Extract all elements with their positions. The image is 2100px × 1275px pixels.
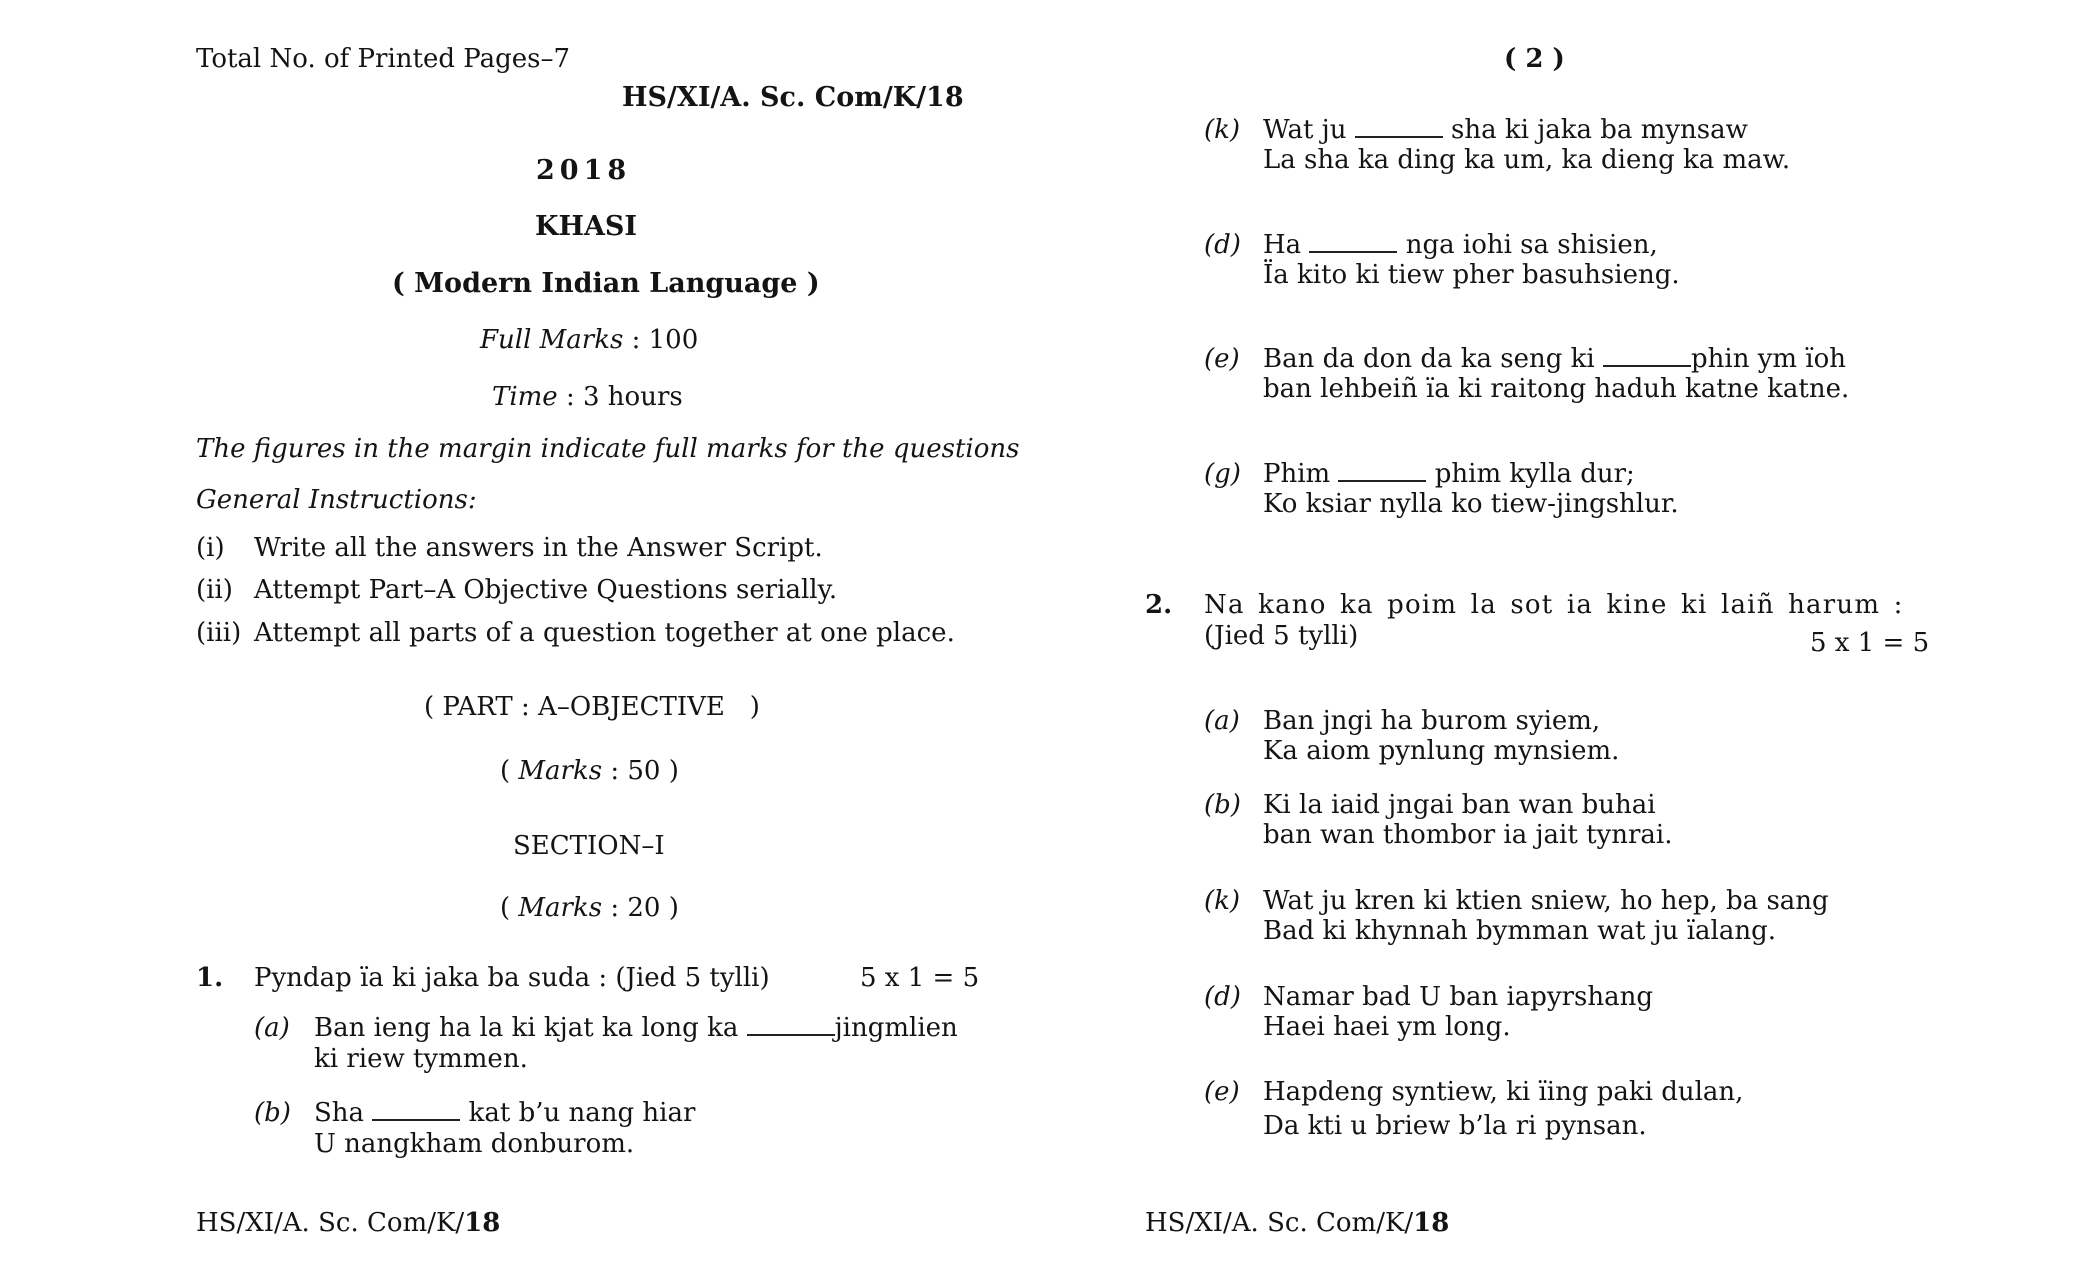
instruction-num: (iii) [196, 618, 242, 648]
question-text-2: (Jied 5 tylli) [1204, 621, 1359, 651]
question-number: 2. [1145, 590, 1173, 620]
fill-blank [372, 1098, 460, 1121]
part-heading: ( PART : A–OBJECTIVE ) [424, 692, 760, 722]
item-line-2: Bad ki khynnah bymman wat ju ïalang. [1263, 916, 1777, 946]
question-marks: 5 x 1 = 5 [860, 963, 980, 993]
fill-blank [747, 1013, 835, 1036]
item-label: (d) [1204, 982, 1241, 1012]
item-text: Phim [1263, 459, 1331, 489]
item-text: Ha [1263, 230, 1302, 260]
item-line: Ban jngi ha burom syiem, [1263, 706, 1601, 736]
item-line-2: U nangkham donburom. [314, 1129, 635, 1159]
item-label: (d) [1204, 230, 1241, 260]
instruction-num: (i) [196, 533, 225, 563]
item-line [1263, 344, 1846, 375]
question-marks: 5 x 1 = 5 [1810, 628, 1930, 658]
fill-blank [1309, 230, 1397, 253]
part-marks-label: Marks [518, 756, 603, 786]
item-line [1263, 230, 1658, 261]
footer-code: HS/XI/A. Sc. Com/K/ [1145, 1208, 1414, 1238]
item-text: jingmlien [834, 1013, 958, 1043]
item-label: (b) [1204, 790, 1241, 820]
instruction-text: Attempt Part–A Objective Questions serially. [254, 575, 838, 605]
item-line-2: ki riew tymmen. [314, 1044, 528, 1074]
fill-blank [1603, 344, 1691, 367]
page-number: ( 2 ) [1504, 44, 1565, 74]
item-line [1263, 115, 1748, 146]
item-text: nga iohi sa shisien, [1405, 230, 1658, 260]
item-line [314, 1098, 695, 1129]
full-marks-label: Full Marks [480, 325, 624, 355]
section-marks-open: ( [500, 893, 519, 923]
item-label: (b) [254, 1098, 291, 1128]
instruction-text: Write all the answers in the Answer Script. [254, 533, 823, 563]
item-line: Namar bad U ban iapyrshang [1263, 982, 1654, 1012]
footer-code-number: 18 [1413, 1208, 1450, 1238]
question-text: Pyndap ïa ki jaka ba suda : (Jied 5 tylli) [254, 963, 770, 993]
item-text: phin ym ïoh [1690, 344, 1847, 374]
item-line: Ki la iaid jngai ban wan buhai [1263, 790, 1656, 820]
section-marks-value: : 20 ) [602, 893, 679, 923]
item-line-2: Ko ksiar nylla ko tiew-jingshlur. [1263, 489, 1679, 519]
fill-blank [1338, 459, 1426, 482]
subject-subtitle: ( Modern Indian Language ) [392, 268, 820, 299]
exam-year: 2018 [536, 155, 632, 186]
question-text: Na kano ka poim la sot ia kine ki laiñ harum : [1204, 590, 1904, 620]
item-line: Hapdeng syntiew, ki ïing paki dulan, [1263, 1077, 1744, 1107]
item-line-2: Haei haei ym long. [1263, 1012, 1511, 1042]
item-line-2: Ïa kito ki tiew pher basuhsieng. [1263, 260, 1680, 290]
item-text: kat b’u nang hiar [468, 1098, 696, 1128]
time-label: Time [492, 382, 558, 412]
time-value: : 3 hours [557, 382, 683, 412]
item-label: (e) [1204, 1077, 1240, 1107]
part-marks-open: ( [500, 756, 519, 786]
paper-code: HS/XI/A. Sc. Com/K/18 [622, 82, 964, 113]
item-text: phim kylla dur; [1434, 459, 1635, 489]
full-marks-value: : 100 [623, 325, 699, 355]
section-marks [500, 893, 679, 924]
item-label: (a) [1204, 706, 1240, 736]
item-label: (e) [1204, 344, 1240, 374]
page-footer [1145, 1208, 1449, 1239]
time-allowed [492, 382, 683, 413]
item-line-2: Ka aiom pynlung mynsiem. [1263, 736, 1620, 766]
item-label: (g) [1204, 459, 1241, 489]
item-text: Ban ieng ha la ki kjat ka long ka [314, 1013, 739, 1043]
total-pages: Total No. of Printed Pages–7 [196, 44, 570, 74]
part-marks [500, 756, 679, 787]
instruction-num: (ii) [196, 575, 233, 605]
page-footer [196, 1208, 500, 1239]
item-text: sha ki jaka ba mynsaw [1451, 115, 1748, 145]
footer-code: HS/XI/A. Sc. Com/K/ [196, 1208, 465, 1238]
item-text: Wat ju [1263, 115, 1347, 145]
item-line-2: Da kti u briew b’la ri pynsan. [1263, 1111, 1647, 1141]
margin-note: The figures in the margin indicate full marks for the questions [196, 434, 1020, 464]
item-line: Wat ju kren ki ktien sniew, ho hep, ba sang [1263, 886, 1829, 916]
general-instructions-heading: General Instructions: [196, 485, 477, 515]
item-line-2: ban wan thombor ia jait tynrai. [1263, 820, 1673, 850]
question-number: 1. [196, 963, 224, 993]
full-marks [480, 325, 698, 356]
item-label: (k) [1204, 886, 1241, 916]
item-text: Sha [314, 1098, 365, 1128]
part-marks-value: : 50 ) [602, 756, 679, 786]
item-text: Ban da don da ka seng ki [1263, 344, 1595, 374]
item-line [1263, 459, 1635, 490]
item-line-2: La sha ka ding ka um, ka dieng ka maw. [1263, 145, 1791, 175]
fill-blank [1355, 115, 1443, 138]
footer-code-number: 18 [464, 1208, 501, 1238]
item-label: (k) [1204, 115, 1241, 145]
subject-title: KHASI [535, 211, 638, 242]
item-label: (a) [254, 1013, 290, 1043]
section-marks-label: Marks [518, 893, 603, 923]
instruction-text: Attempt all parts of a question together at one place. [254, 618, 955, 648]
item-line [314, 1013, 958, 1044]
section-heading: SECTION–I [513, 831, 665, 861]
item-line-2: ban lehbeiñ ïa ki raitong haduh katne katne. [1263, 374, 1850, 404]
